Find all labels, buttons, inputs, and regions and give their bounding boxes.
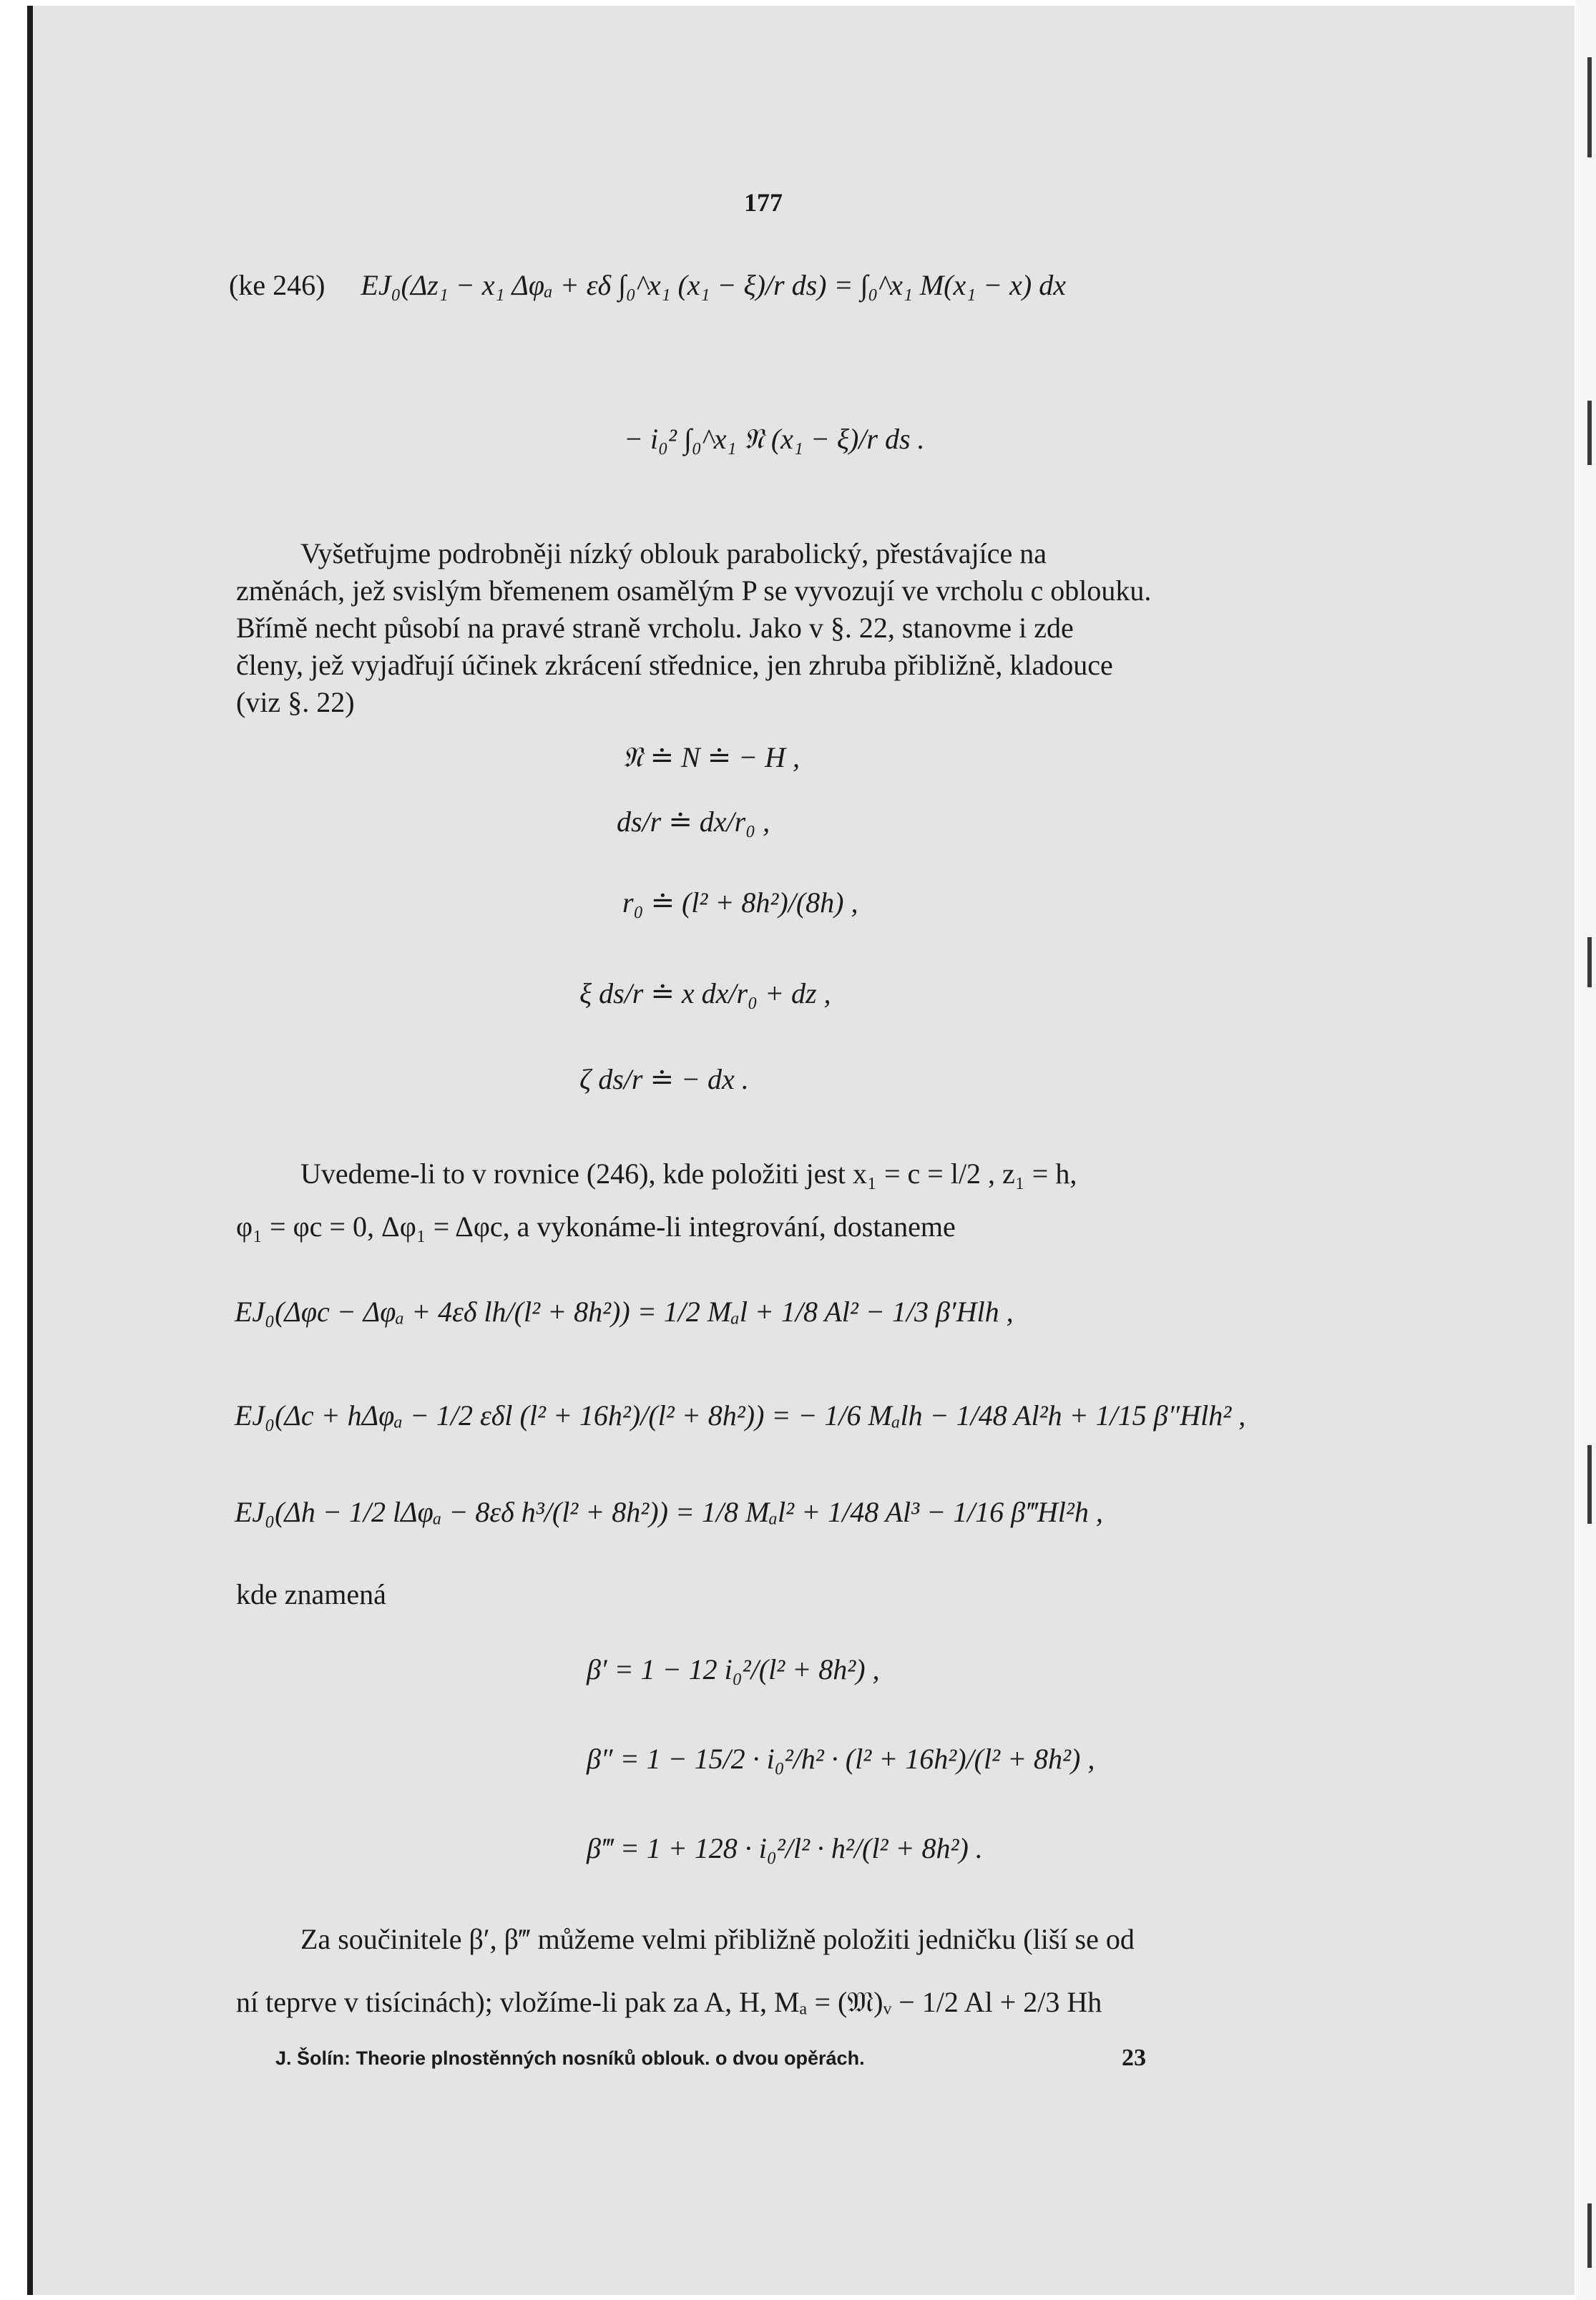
scan-edge-mark: [1587, 57, 1592, 157]
scan-edge-mark: [1587, 2203, 1592, 2268]
main-equation: EJ₀(Δφc − Δφₐ + 4εδ lh/(l² + 8h²)) = 1/2 Mₐl + 1/8 Al² − 1/3 β′Hlh ,: [235, 1296, 1014, 1328]
equation-246-line-2: − i₀² ∫₀^x₁ 𝔑 (x₁ − ξ)/r ds .: [624, 423, 925, 455]
equation-246-line-1: [229, 268, 1066, 302]
scan-edge-mark: [1587, 937, 1592, 987]
approx-equation: ζ ds/r ≐ − dx .: [579, 1063, 749, 1095]
equation-246-tag: (ke 246): [229, 269, 325, 301]
kde-label: kde znamená: [236, 1578, 386, 1610]
paragraph-line: ní teprve v tisícinách); vložíme-li pak za A, H, Mₐ = (𝔐)ᵥ − 1/2 Al + 2/3 Hh: [236, 1986, 1102, 2018]
paragraph-line: Vyšetřujme podrobněji nízký oblouk parabolický, přestávajíce na: [300, 537, 1047, 569]
footer-citation: J. Šolín: Theorie plnostěnných nosníků oblouk. o dvou opěrách.: [275, 2047, 865, 2069]
paragraph-line: Uvedeme-li to v rovnice (246), kde položiti jest x₁ = c = l/2 , z₁ = h,: [300, 1158, 1077, 1190]
paragraph-line: φ₁ = φc = 0, Δφ₁ = Δφc, a vykonáme-li integrování, dostaneme: [236, 1210, 956, 1243]
paragraph-line: (viz §. 22): [236, 686, 355, 718]
beta-definition: β′ = 1 − 12 i₀²/(l² + 8h²) ,: [587, 1653, 880, 1685]
equation-246-body-1: EJ₀(Δz₁ − x₁ Δφₐ + εδ ∫₀^x₁ (x₁ − ξ)/r ds) = ∫₀^x₁ M(x₁ − x) dx: [361, 269, 1066, 301]
paragraph-1: [236, 535, 1302, 721]
paragraph-2: [236, 1155, 1302, 1246]
beta-definition: β″ = 1 − 15/2 · i₀²/h² · (l² + 16h²)/(l² + 8h²) ,: [587, 1743, 1095, 1775]
main-equation: EJ₀(Δc + hΔφₐ − 1/2 εδl (l² + 16h²)/(l² + 8h²)) = − 1/6 Mₐlh − 1/48 Al²h + 1/15 β″Hlh² ,: [235, 1399, 1246, 1432]
paragraph-line: členy, jež vyjadřují účinek zkrácení střednice, jen zhruba přibližně, kladouce: [236, 649, 1113, 681]
paragraph-line: změnách, jež svislým břemenem osamělým P se vyvozují ve vrcholu c oblouku.: [236, 574, 1152, 607]
paragraph-line: Břímě necht působí na pravé straně vrcholu. Jako v §. 22, stanovme i zde: [236, 612, 1074, 644]
paragraph-3: [236, 1921, 1302, 2021]
approx-equation: r₀ ≐ (l² + 8h²)/(8h) ,: [622, 886, 858, 919]
beta-definition: β‴ = 1 + 128 · i₀²/l² · h²/(l² + 8h²) .: [587, 1832, 983, 1864]
paragraph-line: Za součinitele β′, β‴ můžeme velmi přibližně položiti jedničku (liší se od: [300, 1923, 1135, 1955]
signature-mark: 23: [1122, 2045, 1146, 2071]
main-equation: EJ₀(Δh − 1/2 lΔφₐ − 8εδ h³/(l² + 8h²)) = 1/8 Mₐl² + 1/48 Al³ − 1/16 β‴Hl²h ,: [235, 1496, 1103, 1528]
scan-edge-mark: [1587, 401, 1592, 465]
scan-edge: [1576, 0, 1596, 2300]
approx-equation: ξ ds/r ≐ x dx/r₀ + dz ,: [579, 977, 831, 1009]
approx-equation: 𝔑 ≐ N ≐ − H ,: [622, 741, 801, 773]
approx-equation: ds/r ≐ dx/r₀ ,: [617, 806, 770, 838]
scan-edge-mark: [1587, 1445, 1592, 1524]
page-number: 177: [744, 188, 783, 217]
